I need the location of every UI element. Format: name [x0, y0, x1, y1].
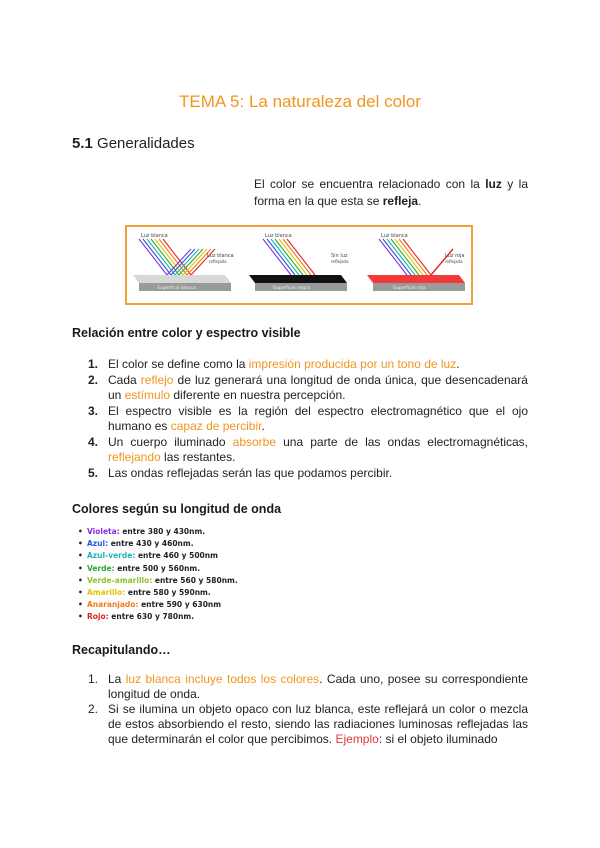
list-text: El espectro visible es la región del espectro electromagnético que el ojo humano es	[108, 404, 528, 433]
section-title: Generalidades	[97, 135, 195, 152]
color-name: Azul:	[87, 539, 109, 549]
list-text: Cada	[108, 373, 141, 387]
panel-1-side-label: Luz blanca	[207, 253, 234, 259]
color-name: Verde:	[87, 563, 115, 573]
color-range: entre 580 y 590nm.	[125, 588, 211, 598]
color-range: entre 630 y 780nm.	[108, 612, 195, 622]
list-item	[78, 526, 238, 538]
intro-text: .	[418, 194, 422, 208]
list-item	[78, 575, 238, 587]
highlight-text: absorbe	[232, 435, 277, 449]
color-name: Verde-amarillo:	[87, 575, 153, 585]
color-name: Azul-verde:	[87, 551, 136, 561]
list-number: 3.	[88, 404, 99, 418]
section-heading	[72, 135, 195, 152]
list-number: 2.	[88, 373, 99, 387]
panel-3-side-label-2: reflejada	[445, 259, 463, 264]
intro-text: El color se encuentra relacionado con la	[254, 177, 486, 191]
list-text: . Cada uno, posee su correspondiente longitud de onda.	[108, 672, 528, 701]
list-text: diferente en nuestra percepción.	[170, 388, 346, 402]
panel-3-surface	[367, 275, 465, 283]
reflection-diagram	[127, 227, 471, 303]
wavelength-list	[78, 526, 238, 624]
panel-3-side-label: Luz roja	[445, 253, 465, 259]
heading-recap: Recapitulando…	[72, 643, 171, 657]
list-item	[88, 373, 528, 403]
list-text: : si el objeto iluminado	[378, 732, 498, 746]
list-text: una parte de las ondas electromagnéticas,	[276, 435, 528, 449]
section-number: 5.1	[72, 135, 93, 152]
list-text: las restantes.	[160, 450, 236, 464]
example-label: Ejemplo	[335, 732, 379, 746]
heading-spectrum: Relación entre color y espectro visible	[72, 326, 301, 340]
list-number: 2.	[88, 702, 99, 716]
list-item	[88, 435, 528, 465]
highlight-text: reflejando	[108, 450, 161, 464]
panel-2-surface	[249, 275, 347, 283]
panel-2-side-label-2: reflejada	[331, 259, 349, 264]
intro-paragraph	[254, 176, 528, 210]
color-name: Rojo:	[87, 612, 109, 622]
panel-1-surface-label: Superficie blanca	[157, 286, 196, 291]
highlight-text: capaz de percibir	[170, 419, 262, 433]
list-item	[88, 466, 528, 481]
highlight-text: reflejo	[140, 373, 174, 387]
list-item	[78, 563, 238, 575]
panel-white-surface	[133, 233, 234, 291]
page-title: TEMA 5: La naturaleza del color	[179, 92, 421, 111]
list-text: Un cuerpo iluminado	[108, 435, 233, 449]
panel-1-side-label-2: reflejada	[209, 259, 227, 264]
list-item	[78, 611, 238, 623]
list-item	[78, 538, 238, 550]
panel-1-surface	[133, 275, 231, 283]
list-item	[88, 672, 528, 702]
color-range: entre 500 y 560nm.	[114, 563, 201, 573]
spectrum-list	[88, 357, 528, 482]
list-number: 1.	[88, 672, 99, 686]
list-text: .	[261, 419, 265, 433]
highlight-text: estímulo	[124, 388, 171, 402]
color-name: Violeta:	[87, 527, 120, 536]
intro-bold-refleja: refleja	[382, 194, 419, 208]
panel-2-top-label: Luz blanca	[265, 233, 292, 239]
color-range: entre 430 y 460nm.	[108, 539, 194, 549]
panel-3-top-label: Luz blanca	[381, 233, 408, 239]
panel-2-side-label: Sin luz	[331, 253, 348, 259]
heading-wavelength: Colores según su longitud de onda	[72, 502, 282, 516]
panel-3-surface-label: Superficie roja	[393, 286, 426, 291]
intro-text: y la forma en la que esta se	[254, 177, 528, 208]
list-number: 5.	[88, 466, 99, 480]
reflection-figure	[125, 225, 473, 305]
list-item	[88, 404, 528, 434]
list-item	[78, 587, 238, 599]
list-item	[88, 357, 528, 372]
list-text: Las ondas reflejadas serán las que podamos percibir.	[108, 466, 393, 480]
list-number: 4.	[88, 435, 99, 449]
panel-black-surface	[249, 233, 349, 291]
list-number: 1.	[88, 357, 99, 371]
intro-bold-luz: luz	[485, 177, 502, 191]
highlight-text: luz blanca incluye todos los colores	[125, 672, 320, 686]
list-text: .	[456, 357, 460, 371]
color-range: entre 460 y 500nm	[135, 551, 218, 561]
list-item	[78, 550, 238, 562]
list-item	[88, 702, 528, 747]
color-name: Amarillo:	[87, 588, 126, 598]
highlight-text: impresión producida por un tono de luz	[248, 357, 457, 371]
color-range: entre 560 y 580nm.	[152, 575, 238, 585]
color-name: Anaranjado:	[87, 600, 139, 610]
color-range: entre 590 y 630nm	[138, 600, 222, 610]
panel-red-surface	[367, 233, 465, 291]
list-text: de luz generará una longitud de onda única, que desencadenará un	[108, 373, 528, 402]
color-range: entre 380 y 430nm.	[119, 527, 206, 536]
list-text: El color se define como la	[108, 357, 249, 371]
list-item	[78, 599, 238, 611]
recap-list	[88, 672, 528, 747]
list-text: La	[108, 672, 126, 686]
panel-2-surface-label: Superficie negra	[273, 286, 311, 291]
panel-1-top-label: Luz blanca	[141, 233, 168, 239]
list-text: Si se ilumina un objeto opaco con luz blanca, este reflejará un color o mezcla de estos absorbiendo el resto, siendo las radiaciones luminosas reflejadas las que determinarán el color que percibimos.	[108, 702, 528, 746]
